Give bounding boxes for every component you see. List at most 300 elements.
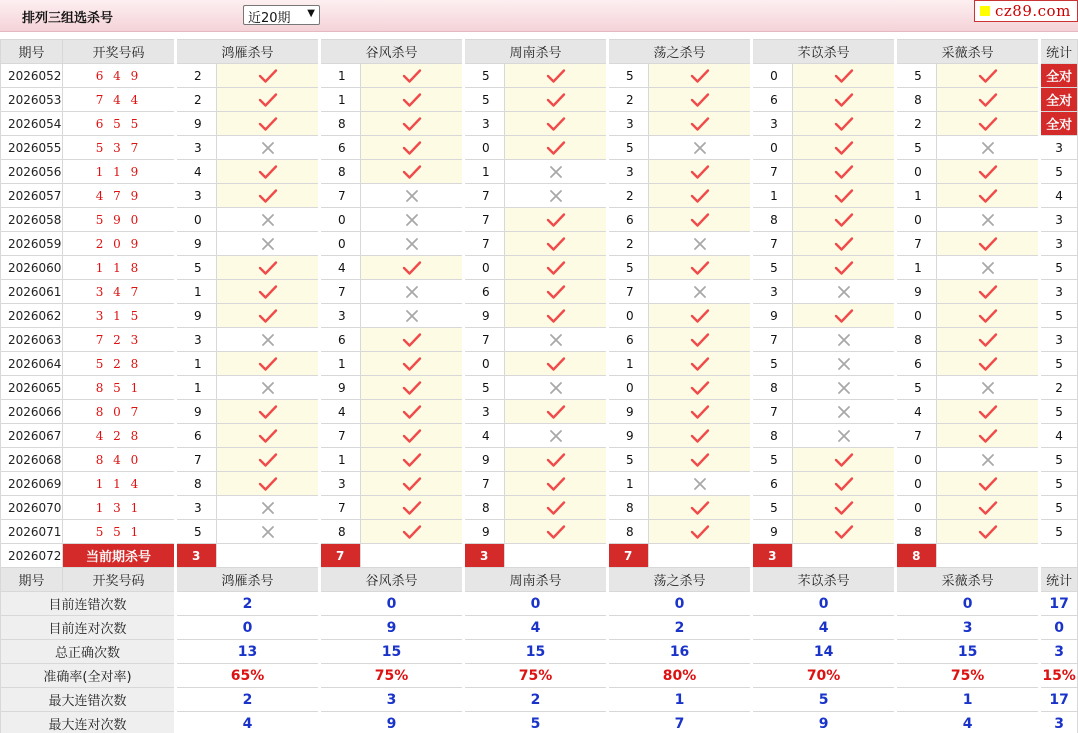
summary-stat: 17 bbox=[1040, 688, 1078, 712]
kill-number: 3 bbox=[176, 136, 217, 160]
kill-number: 9 bbox=[608, 400, 649, 424]
row-stat: 3 bbox=[1040, 328, 1078, 352]
check-icon bbox=[649, 352, 752, 376]
kill-number: 0 bbox=[896, 160, 937, 184]
row-draw-number: 1 1 4 bbox=[63, 472, 176, 496]
row-stat: 5 bbox=[1040, 400, 1078, 424]
check-icon bbox=[217, 424, 320, 448]
kill-number: 8 bbox=[896, 88, 937, 112]
summary-stat: 17 bbox=[1040, 592, 1078, 616]
kill-number: 7 bbox=[464, 184, 505, 208]
check-icon bbox=[793, 520, 896, 544]
kill-number: 6 bbox=[752, 88, 793, 112]
current-kill-blank bbox=[937, 544, 1040, 568]
row-draw-number: 6 4 9 bbox=[63, 64, 176, 88]
kill-number: 4 bbox=[896, 400, 937, 424]
kill-number: 7 bbox=[320, 424, 361, 448]
row-draw-number: 8 4 0 bbox=[63, 448, 176, 472]
row-stat: 3 bbox=[1040, 232, 1078, 256]
kill-number: 0 bbox=[464, 256, 505, 280]
summary-value: 0 bbox=[176, 616, 320, 640]
kill-number: 1 bbox=[176, 280, 217, 304]
header-period: 期号 bbox=[1, 40, 63, 64]
check-icon bbox=[793, 256, 896, 280]
table-row bbox=[1, 328, 1078, 352]
kill-number: 8 bbox=[320, 112, 361, 136]
cross-icon bbox=[649, 136, 752, 160]
row-draw-number: 4 2 8 bbox=[63, 424, 176, 448]
current-kill-number: 8 bbox=[896, 544, 937, 568]
kill-number: 1 bbox=[320, 64, 361, 88]
check-icon bbox=[793, 160, 896, 184]
check-icon bbox=[649, 256, 752, 280]
row-period: 2026071 bbox=[1, 520, 63, 544]
row-stat: 2 bbox=[1040, 376, 1078, 400]
header-expert: 周南杀号 bbox=[464, 568, 608, 592]
check-icon bbox=[505, 256, 608, 280]
row-draw-number: 1 3 1 bbox=[63, 496, 176, 520]
summary-value: 2 bbox=[176, 592, 320, 616]
summary-label: 目前连对次数 bbox=[1, 616, 176, 640]
kill-number: 0 bbox=[896, 472, 937, 496]
kill-number: 3 bbox=[176, 328, 217, 352]
check-icon bbox=[361, 424, 464, 448]
summary-value: 0 bbox=[896, 592, 1040, 616]
row-stat: 3 bbox=[1040, 280, 1078, 304]
summary-value: 80% bbox=[608, 664, 752, 688]
summary-label: 目前连错次数 bbox=[1, 592, 176, 616]
check-icon bbox=[361, 64, 464, 88]
row-period: 2026059 bbox=[1, 232, 63, 256]
check-icon bbox=[217, 280, 320, 304]
check-icon bbox=[217, 184, 320, 208]
summary-value: 3 bbox=[320, 688, 464, 712]
summary-value: 1 bbox=[608, 688, 752, 712]
kill-number: 1 bbox=[896, 184, 937, 208]
summary-value: 13 bbox=[176, 640, 320, 664]
kill-number: 7 bbox=[752, 232, 793, 256]
chevron-down-icon: ▼ bbox=[307, 8, 315, 19]
check-icon bbox=[505, 208, 608, 232]
header-draw: 开奖号码 bbox=[63, 568, 176, 592]
row-stat: 5 bbox=[1040, 160, 1078, 184]
kill-number: 2 bbox=[608, 232, 649, 256]
check-icon bbox=[361, 136, 464, 160]
summary-value: 5 bbox=[464, 712, 608, 733]
row-stat: 5 bbox=[1040, 352, 1078, 376]
kill-number: 6 bbox=[176, 424, 217, 448]
row-draw-number: 7 2 3 bbox=[63, 328, 176, 352]
row-period: 2026056 bbox=[1, 160, 63, 184]
cross-icon bbox=[793, 280, 896, 304]
kill-number: 1 bbox=[608, 472, 649, 496]
check-icon bbox=[217, 112, 320, 136]
summary-label: 总正确次数 bbox=[1, 640, 176, 664]
kill-number: 3 bbox=[176, 184, 217, 208]
cross-icon bbox=[217, 376, 320, 400]
row-draw-number: 7 4 4 bbox=[63, 88, 176, 112]
current-kill-number: 7 bbox=[320, 544, 361, 568]
kill-number: 7 bbox=[464, 328, 505, 352]
kill-number: 0 bbox=[896, 304, 937, 328]
kill-number: 9 bbox=[176, 232, 217, 256]
table-row bbox=[1, 208, 1078, 232]
summary-row bbox=[1, 688, 1078, 712]
kill-number: 3 bbox=[608, 160, 649, 184]
kill-number: 1 bbox=[752, 184, 793, 208]
table-row bbox=[1, 400, 1078, 424]
check-icon bbox=[793, 304, 896, 328]
kill-number: 9 bbox=[176, 112, 217, 136]
summary-value: 9 bbox=[752, 712, 896, 733]
table-row bbox=[1, 376, 1078, 400]
cross-icon bbox=[505, 376, 608, 400]
check-icon bbox=[361, 88, 464, 112]
kill-number: 2 bbox=[896, 112, 937, 136]
row-draw-number: 1 1 9 bbox=[63, 160, 176, 184]
period-range-select[interactable] bbox=[243, 5, 320, 25]
row-stat: 5 bbox=[1040, 472, 1078, 496]
kill-number: 5 bbox=[896, 376, 937, 400]
all-correct-badge: 全对 bbox=[1040, 64, 1078, 88]
summary-value: 0 bbox=[752, 592, 896, 616]
kill-number-table bbox=[0, 39, 1078, 733]
kill-number: 3 bbox=[752, 280, 793, 304]
check-icon bbox=[217, 304, 320, 328]
summary-label: 最大连对次数 bbox=[1, 712, 176, 733]
check-icon bbox=[505, 352, 608, 376]
cross-icon bbox=[505, 328, 608, 352]
kill-number: 7 bbox=[464, 232, 505, 256]
kill-number: 1 bbox=[896, 256, 937, 280]
table-row bbox=[1, 136, 1078, 160]
row-period: 2026054 bbox=[1, 112, 63, 136]
row-period: 2026058 bbox=[1, 208, 63, 232]
check-icon bbox=[217, 88, 320, 112]
check-icon bbox=[217, 448, 320, 472]
kill-number: 7 bbox=[464, 208, 505, 232]
cross-icon bbox=[793, 328, 896, 352]
check-icon bbox=[793, 496, 896, 520]
current-kill-label: 当前期杀号 bbox=[63, 544, 176, 568]
summary-row bbox=[1, 616, 1078, 640]
check-icon bbox=[649, 88, 752, 112]
kill-number: 8 bbox=[752, 376, 793, 400]
summary-stat: 3 bbox=[1040, 640, 1078, 664]
kill-number: 7 bbox=[896, 232, 937, 256]
kill-number: 2 bbox=[608, 184, 649, 208]
row-stat: 5 bbox=[1040, 256, 1078, 280]
current-kill-number: 3 bbox=[464, 544, 505, 568]
kill-number: 5 bbox=[464, 64, 505, 88]
current-kill-number: 3 bbox=[752, 544, 793, 568]
summary-row bbox=[1, 640, 1078, 664]
check-icon bbox=[937, 232, 1040, 256]
summary-value: 7 bbox=[608, 712, 752, 733]
summary-stat: 0 bbox=[1040, 616, 1078, 640]
cross-icon bbox=[937, 376, 1040, 400]
cross-icon bbox=[649, 232, 752, 256]
kill-number: 6 bbox=[464, 280, 505, 304]
header-stat: 统计 bbox=[1040, 40, 1078, 64]
kill-number: 8 bbox=[752, 208, 793, 232]
row-stat: 4 bbox=[1040, 184, 1078, 208]
summary-value: 0 bbox=[608, 592, 752, 616]
table-row bbox=[1, 520, 1078, 544]
cross-icon bbox=[649, 472, 752, 496]
row-draw-number: 5 5 1 bbox=[63, 520, 176, 544]
cross-icon bbox=[937, 256, 1040, 280]
check-icon bbox=[361, 352, 464, 376]
check-icon bbox=[505, 112, 608, 136]
row-period: 2026055 bbox=[1, 136, 63, 160]
kill-number: 0 bbox=[896, 208, 937, 232]
row-period: 2026057 bbox=[1, 184, 63, 208]
kill-number: 7 bbox=[320, 184, 361, 208]
row-draw-number: 8 0 7 bbox=[63, 400, 176, 424]
cross-icon bbox=[505, 160, 608, 184]
summary-value: 4 bbox=[896, 712, 1040, 733]
check-icon bbox=[505, 88, 608, 112]
kill-number: 9 bbox=[752, 304, 793, 328]
kill-number: 5 bbox=[752, 496, 793, 520]
kill-number: 0 bbox=[464, 136, 505, 160]
table-row bbox=[1, 160, 1078, 184]
kill-number: 9 bbox=[464, 520, 505, 544]
summary-value: 16 bbox=[608, 640, 752, 664]
row-period: 2026066 bbox=[1, 400, 63, 424]
check-icon bbox=[649, 520, 752, 544]
check-icon bbox=[793, 208, 896, 232]
kill-number: 5 bbox=[608, 448, 649, 472]
kill-number: 6 bbox=[608, 208, 649, 232]
current-kill-number: 7 bbox=[608, 544, 649, 568]
header-draw: 开奖号码 bbox=[63, 40, 176, 64]
check-icon bbox=[937, 160, 1040, 184]
kill-number: 0 bbox=[608, 376, 649, 400]
cross-icon bbox=[937, 208, 1040, 232]
check-icon bbox=[361, 328, 464, 352]
row-period: 2026064 bbox=[1, 352, 63, 376]
kill-number: 9 bbox=[896, 280, 937, 304]
summary-value: 2 bbox=[176, 688, 320, 712]
kill-number: 4 bbox=[464, 424, 505, 448]
kill-number: 5 bbox=[752, 352, 793, 376]
check-icon bbox=[793, 88, 896, 112]
kill-number: 0 bbox=[608, 304, 649, 328]
cross-icon bbox=[361, 184, 464, 208]
check-icon bbox=[937, 352, 1040, 376]
kill-number: 8 bbox=[176, 472, 217, 496]
kill-number: 1 bbox=[320, 352, 361, 376]
kill-number: 5 bbox=[896, 136, 937, 160]
check-icon bbox=[793, 64, 896, 88]
kill-number: 5 bbox=[608, 136, 649, 160]
summary-value: 75% bbox=[464, 664, 608, 688]
kill-number: 8 bbox=[320, 520, 361, 544]
cross-icon bbox=[505, 424, 608, 448]
check-icon bbox=[217, 256, 320, 280]
check-icon bbox=[649, 208, 752, 232]
row-stat: 4 bbox=[1040, 424, 1078, 448]
check-icon bbox=[649, 64, 752, 88]
check-icon bbox=[649, 184, 752, 208]
header-period: 期号 bbox=[1, 568, 63, 592]
current-period: 2026072 bbox=[1, 544, 63, 568]
current-stat-blank bbox=[1040, 544, 1078, 568]
header-expert: 芣苡杀号 bbox=[752, 568, 896, 592]
cross-icon bbox=[361, 232, 464, 256]
check-icon bbox=[505, 496, 608, 520]
row-period: 2026063 bbox=[1, 328, 63, 352]
header-expert: 鸿雁杀号 bbox=[176, 40, 320, 64]
check-icon bbox=[649, 376, 752, 400]
check-icon bbox=[937, 184, 1040, 208]
summary-value: 75% bbox=[320, 664, 464, 688]
check-icon bbox=[937, 328, 1040, 352]
check-icon bbox=[793, 184, 896, 208]
current-kill-blank bbox=[361, 544, 464, 568]
kill-number: 9 bbox=[464, 304, 505, 328]
check-icon bbox=[793, 112, 896, 136]
kill-number: 0 bbox=[752, 136, 793, 160]
summary-value: 4 bbox=[464, 616, 608, 640]
current-kill-blank bbox=[649, 544, 752, 568]
summary-value: 0 bbox=[464, 592, 608, 616]
check-icon bbox=[937, 88, 1040, 112]
summary-value: 4 bbox=[176, 712, 320, 733]
header-stat: 统计 bbox=[1040, 568, 1078, 592]
row-period: 2026053 bbox=[1, 88, 63, 112]
check-icon bbox=[505, 520, 608, 544]
site-logo[interactable] bbox=[974, 0, 1078, 22]
kill-number: 2 bbox=[176, 64, 217, 88]
kill-number: 7 bbox=[752, 160, 793, 184]
check-icon bbox=[361, 472, 464, 496]
kill-number: 9 bbox=[752, 520, 793, 544]
all-correct-badge: 全对 bbox=[1040, 112, 1078, 136]
period-range-value: 近20期 bbox=[248, 11, 291, 26]
row-draw-number: 5 2 8 bbox=[63, 352, 176, 376]
check-icon bbox=[361, 160, 464, 184]
kill-number: 3 bbox=[176, 496, 217, 520]
check-icon bbox=[937, 400, 1040, 424]
check-icon bbox=[361, 496, 464, 520]
kill-number: 8 bbox=[320, 160, 361, 184]
row-stat: 5 bbox=[1040, 496, 1078, 520]
header-expert: 荡之杀号 bbox=[608, 568, 752, 592]
kill-number: 6 bbox=[320, 136, 361, 160]
kill-number: 1 bbox=[464, 160, 505, 184]
check-icon bbox=[937, 64, 1040, 88]
cross-icon bbox=[361, 280, 464, 304]
cross-icon bbox=[793, 352, 896, 376]
summary-value: 5 bbox=[752, 688, 896, 712]
current-kill-blank bbox=[505, 544, 608, 568]
kill-number: 0 bbox=[320, 208, 361, 232]
check-icon bbox=[937, 472, 1040, 496]
kill-number: 9 bbox=[320, 376, 361, 400]
kill-number: 8 bbox=[752, 424, 793, 448]
kill-number: 3 bbox=[464, 112, 505, 136]
kill-number: 7 bbox=[320, 280, 361, 304]
check-icon bbox=[361, 256, 464, 280]
table-row bbox=[1, 232, 1078, 256]
row-draw-number: 2 0 9 bbox=[63, 232, 176, 256]
cross-icon bbox=[793, 400, 896, 424]
kill-number: 7 bbox=[176, 448, 217, 472]
table-row bbox=[1, 112, 1078, 136]
summary-value: 1 bbox=[896, 688, 1040, 712]
cross-icon bbox=[217, 328, 320, 352]
check-icon bbox=[793, 472, 896, 496]
summary-label: 最大连错次数 bbox=[1, 688, 176, 712]
kill-number: 7 bbox=[752, 328, 793, 352]
row-period: 2026061 bbox=[1, 280, 63, 304]
kill-number: 4 bbox=[320, 256, 361, 280]
check-icon bbox=[505, 304, 608, 328]
summary-label: 准确率(全对率) bbox=[1, 664, 176, 688]
check-icon bbox=[361, 400, 464, 424]
check-icon bbox=[793, 448, 896, 472]
check-icon bbox=[505, 472, 608, 496]
summary-value: 3 bbox=[896, 616, 1040, 640]
kill-number: 8 bbox=[608, 520, 649, 544]
kill-number: 5 bbox=[464, 376, 505, 400]
row-draw-number: 5 3 7 bbox=[63, 136, 176, 160]
table-row bbox=[1, 280, 1078, 304]
kill-number: 5 bbox=[176, 520, 217, 544]
cross-icon bbox=[793, 376, 896, 400]
kill-number: 9 bbox=[176, 400, 217, 424]
cross-icon bbox=[793, 424, 896, 448]
check-icon bbox=[649, 112, 752, 136]
row-period: 2026062 bbox=[1, 304, 63, 328]
kill-number: 5 bbox=[896, 64, 937, 88]
current-period-row bbox=[1, 544, 1078, 568]
summary-value: 0 bbox=[320, 592, 464, 616]
row-period: 2026052 bbox=[1, 64, 63, 88]
check-icon bbox=[649, 328, 752, 352]
current-kill-blank bbox=[217, 544, 320, 568]
cross-icon bbox=[217, 208, 320, 232]
cross-icon bbox=[361, 208, 464, 232]
header-expert: 鸿雁杀号 bbox=[176, 568, 320, 592]
check-icon bbox=[505, 232, 608, 256]
kill-number: 3 bbox=[608, 112, 649, 136]
kill-number: 9 bbox=[464, 448, 505, 472]
check-icon bbox=[937, 520, 1040, 544]
check-icon bbox=[505, 400, 608, 424]
row-period: 2026065 bbox=[1, 376, 63, 400]
kill-number: 3 bbox=[320, 472, 361, 496]
check-icon bbox=[937, 112, 1040, 136]
cross-icon bbox=[505, 184, 608, 208]
summary-value: 15 bbox=[320, 640, 464, 664]
summary-value: 15 bbox=[464, 640, 608, 664]
header-expert: 荡之杀号 bbox=[608, 40, 752, 64]
check-icon bbox=[217, 64, 320, 88]
kill-number: 5 bbox=[752, 448, 793, 472]
header-expert: 周南杀号 bbox=[464, 40, 608, 64]
check-icon bbox=[937, 280, 1040, 304]
summary-row bbox=[1, 592, 1078, 616]
summary-stat: 3 bbox=[1040, 712, 1078, 733]
check-icon bbox=[649, 448, 752, 472]
table-row bbox=[1, 424, 1078, 448]
check-icon bbox=[649, 400, 752, 424]
kill-number: 9 bbox=[176, 304, 217, 328]
